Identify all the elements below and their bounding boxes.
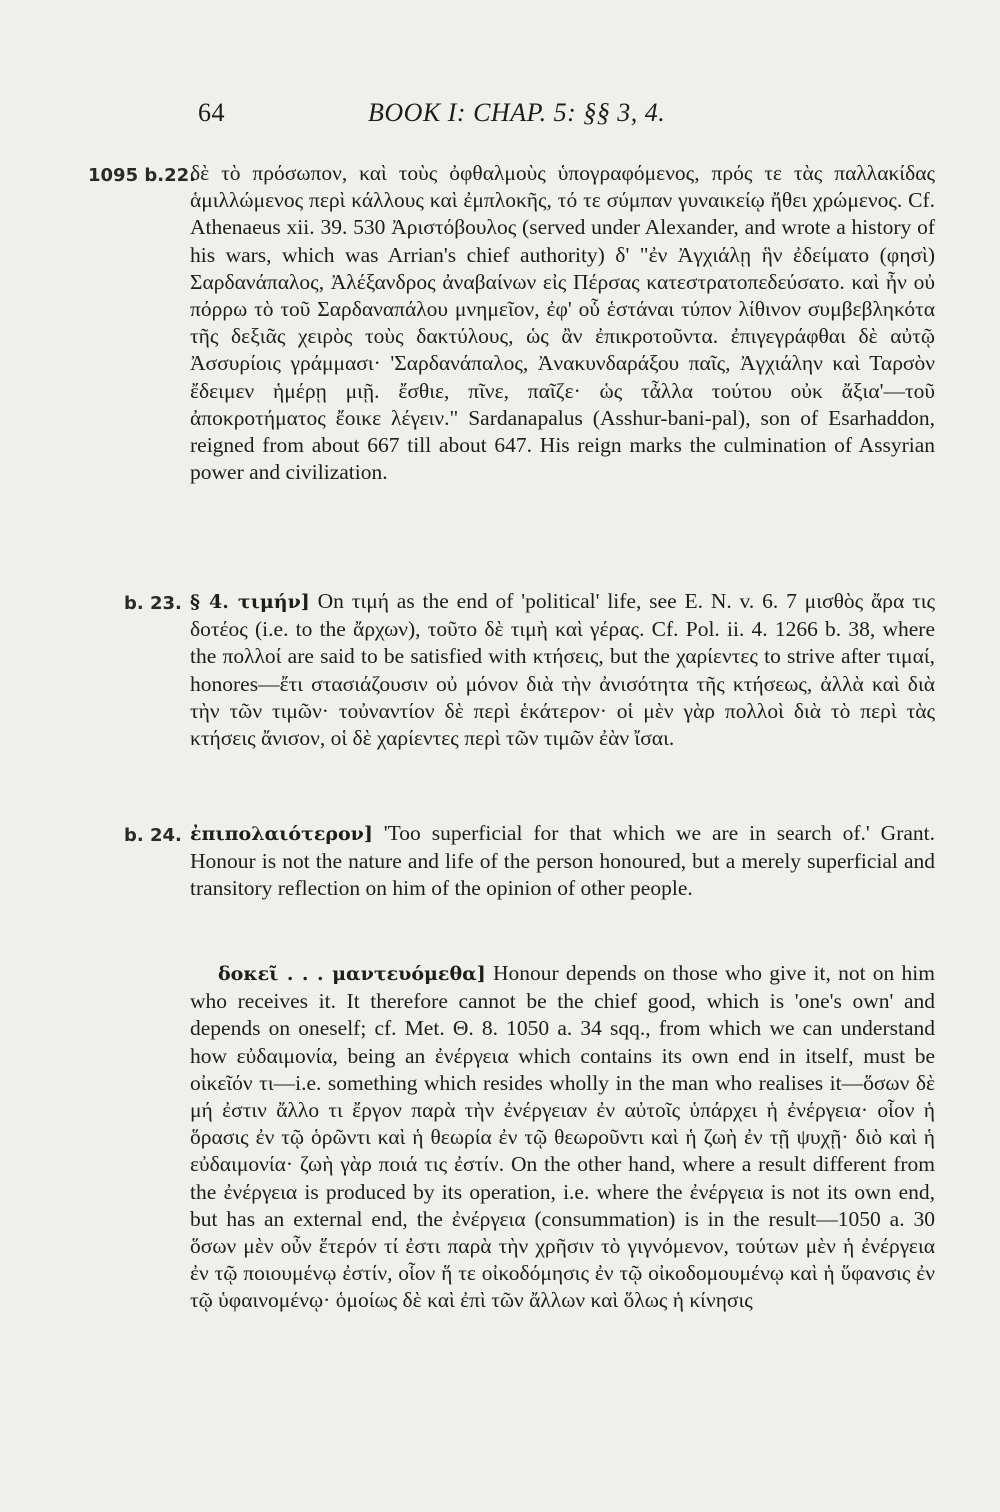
line-reference: b. 24.: [124, 825, 182, 846]
commentary-note: [190, 588, 935, 752]
note-text: Honour depends on those who give it, not on him who receives it. It therefore cannot be the chief good, which is 'one's own' and depends on oneself; cf. Met. Θ. 8. 1050 a. 34 sqq., from which we can understand how εὐδαιμονία, being an ἐνέργεια which contains its own end in itself, must be οἰκεῖόν τι—i.e. something which resides wholly in the man who realises it—ὅσων δὲ μή ἐστιν ἄλλο τι ἔργον παρὰ τὴν ἐνέργειαν ἐν αὐτοῖς ὑπάρχει ἡ ἐνέργεια· οἷον ἡ ὅρασις ἐν τῷ ὁρῶντι καὶ ἡ θεωρία ἐν τῷ θεωροῦντι καὶ ἡ ζωὴ ἐν τῇ ψυχῇ· διὸ καὶ ἡ εὐδαιμονία· ζωὴ γὰρ ποιά τις ἐστίν. On the other hand, where a result different from the ἐνέργεια is produced by its operation, i.e. where the ἐνέργεια is not its own end, but has an external end, the ἐνέργεια (consummation) is in the result—1050 a. 30 ὅσων μὲν οὖν ἕτερόν τί ἐστι παρὰ τὴν χρῆσιν τὸ γιγνόμενον, τούτων μὲν ἡ ἐνέργεια ἐν τῷ ποιουμένῳ ἐστίν, οἷον ἥ τε οἰκοδόμησις ἐν τῷ οἰκοδομουμένῳ καὶ ἡ ὕφανσις ἐν τῷ ὑφαινομένῳ· ὁμοίως δὲ καὶ ἐπὶ τῶν ἄλλων καὶ ὅλως ἡ κίνησις: [190, 961, 935, 1313]
line-reference: b. 23.: [124, 593, 182, 614]
running-head: BOOK I: CHAP. 5: §§ 3, 4.: [368, 98, 666, 127]
note-text: 'Too superficial for that which we are in search of.' Grant. Honour is not the nature and life of the person honoured, but a merely superficial and transitory reflection on him of the opinion of other people.: [190, 821, 935, 901]
commentary-note: [190, 960, 935, 1315]
page-number: 64: [198, 98, 225, 127]
lemma: δοκεῖ . . . μαντευόμεθα]: [218, 963, 486, 985]
lemma: § 4. τιμήν]: [190, 591, 310, 613]
commentary-note: [190, 820, 935, 903]
note-text: On τιμή as the end of 'political' life, see E. N. v. 6. 7 μισθὸς ἄρα τις δοτέος (i.e. to the ἄρχων), τοῦτο δὲ τιμὴ καὶ γέρας. Cf. Pol. ii. 4. 1266 b. 38, where the πολλοί are said to be satisfied with κτήσεις, but the χαρίεντες to strive after τιμαί, honores—ἔτι στασιάζουσιν οὐ μόνον διὰ τὴν ἀνισότητα τῆς κτήσεως, ἀλλὰ καὶ διὰ τὴν τῶν τιμῶν· τοὐναντίον δὲ περὶ ἑκάτερον· οἱ μὲν γὰρ πολλοὶ διὰ τὸ περὶ τὰς κτήσεις ἄνισον, οἱ δὲ χαρίεντες περὶ τῶν τιμῶν ἐὰν ἴσαι.: [190, 589, 936, 751]
note-text: δὲ τὸ πρόσωπον, καὶ τοὺς ὀφθαλμοὺς ὑπογραφόμενος, πρός τε τὰς παλλακίδας ἁμιλλώμενος περὶ κάλλους καὶ ἐμπλοκῆς, τό τε σύμπαν γυναικείῳ ἤθει χρώμενος. Cf. Athenaeus xii. 39. 530 Ἀριστόβουλος (served under Alexander, and wrote a history of his wars, which was Arrian's chief authority) δ' "ἐν Ἀγχιάλῃ ἣν ἐδείματο (φησὶ) Σαρδανάπαλος, Ἀλέξανδρος ἀναβαίνων εἰς Πέρσας κατεστρατοπεδεύσατο. καὶ ἦν οὐ πόρρω τὸ τοῦ Σαρδαναπάλου μνημεῖον, ἐφ' οὗ ἑστάναι τύπον λίθινον συμβεβληκότα τῆς δεξιᾶς χειρὸς τοὺς δακτύλους, ὡς ἂν ἐπικροτοῦντα. ἐπιγεγράφθαι δὲ αὐτῷ Ἀσσυρίοις γράμμασι· 'Σαρδανάπαλος, Ἀνακυνδαράξου παῖς, Ἀγχιάλην καὶ Ταρσὸν ἔδειμεν ἡμέρῃ μιῇ. ἔσθιε, πῖνε, παῖζε· ὡς τἆλλα τούτου οὐκ ἄξια'—τοῦ ἀποκροτήματος ἔοικε λέγειν." Sardanapalus (Asshur-bani-pal), son of Esarhaddon, reigned from about 667 till about 647. His reign marks the culmination of Assyrian power and civilization.: [190, 161, 935, 485]
page-header: [198, 98, 758, 138]
commentary-note: [190, 160, 935, 486]
lemma: ἐπιπολαιότερον]: [190, 823, 373, 845]
line-reference: 1095 b.22.: [88, 165, 196, 186]
